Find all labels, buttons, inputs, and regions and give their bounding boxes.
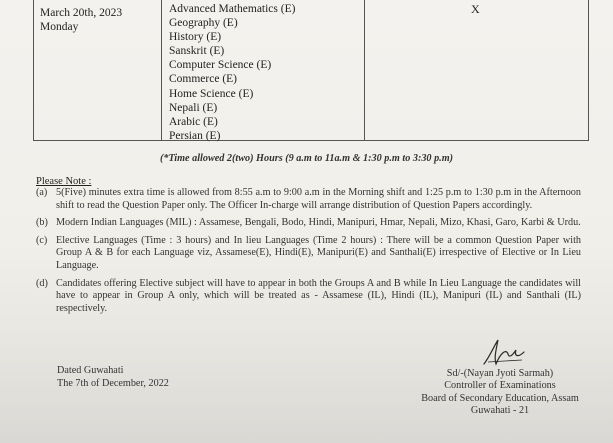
signatory-title: Controller of Examinations — [444, 380, 556, 392]
note-item-c — [36, 235, 581, 273]
dated-place: Dated Guwahati — [57, 365, 124, 376]
subject-item: History (E) — [169, 31, 222, 44]
note-tag: (a) — [36, 187, 48, 198]
note-text: Elective Languages (Time : 3 hours) and In lieu Languages (Time 2 hours) : There will be a common Question Paper with Group A & B for each Language viz, Assamese(E), Hindi(E), Manipuri(E) and Santhali(E) irrespective of Elective or In Lieu Language. — [56, 234, 581, 271]
subject-item: Nepali (E) — [169, 101, 218, 114]
exam-day: Monday — [40, 21, 79, 33]
signature-scribble — [478, 336, 528, 368]
note-text: Modern Indian Languages (MIL) : Assamese, Bengali, Bodo, Hindi, Manipuri, Hmar, Nepali, Mizo, Khasi, Garo, Karbi & Urdu. — [56, 217, 581, 229]
subject-item: Computer Science (E) — [169, 59, 272, 72]
exam-date: March 20th, 2023 — [40, 7, 123, 19]
signatory-city: Guwahati - 21 — [470, 405, 530, 417]
signatory-name: Sd/-(Nayan Jyoti Sarmah) — [446, 368, 554, 379]
table-column-divider — [364, 0, 365, 140]
exam-schedule-table — [33, 0, 589, 141]
subject-item: Arabic (E) — [169, 115, 218, 128]
signatory-block — [420, 368, 580, 418]
subject-item: Advanced Mathematics (E) — [169, 3, 296, 15]
time-allowed-note: (*Time allowed 2(two) Hours (9 a.m to 11a.m & 1:30 p.m to 3:30 p.m) — [159, 153, 454, 164]
note-item-a — [36, 187, 581, 212]
subject-item: Home Science (E) — [169, 87, 254, 100]
note-text: 5(Five) minutes extra time is allowed from 8:55 a.m to 9:00 a.m in the Morning shift and 1:25 p.m to 1:30 p.m in the Afternoon shift to read the Question Paper only. The Officer In-charge will arrange distribution of Question Papers accordingly. — [56, 187, 581, 211]
table-column-divider — [161, 0, 162, 140]
notes-list — [36, 187, 581, 315]
dated-block — [57, 364, 169, 390]
note-tag: (d) — [36, 277, 48, 289]
note-item-d — [36, 278, 581, 316]
note-tag: (c) — [36, 234, 48, 246]
subject-item: Geography (E) — [169, 17, 238, 30]
note-tag: (b) — [36, 217, 48, 229]
signatory-board: Board of Secondary Education, Assam — [421, 392, 579, 404]
subject-item: Commerce (E) — [169, 73, 238, 86]
dated-date: The 7th of December, 2022 — [57, 378, 169, 389]
subject-item: Sanskrit (E) — [169, 45, 225, 58]
exam-date-cell — [40, 6, 122, 34]
subject-item: Persian (E) — [169, 129, 221, 142]
note-item-b — [36, 217, 581, 230]
note-text: Candidates offering Elective subject will have to appear in both the Groups A and B while In Lieu Language the candidates will have to appear in Group A only, which will be treated as - Assamese (IL), Hindi (IL), Manipuri (IL) and Santhali (IL) respectively. — [56, 277, 581, 314]
subject-list — [169, 2, 295, 143]
session-mark: X — [471, 2, 480, 16]
note-heading: Please Note : — [36, 176, 92, 187]
